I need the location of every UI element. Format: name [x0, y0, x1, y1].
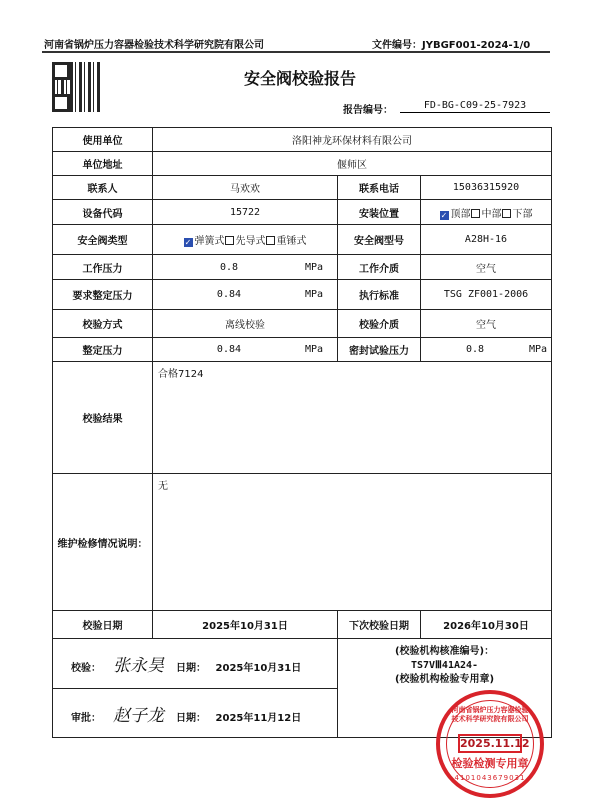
working-pressure-unit: MPa: [304, 261, 323, 273]
set-pressure-label: 整定压力: [53, 338, 153, 362]
stamp-purpose: 检验检测专用章: [451, 757, 529, 770]
official-stamp: [436, 690, 544, 798]
checkbox-pilot[interactable]: [225, 236, 234, 245]
organization-header: 河南省锅炉压力容器检验技术科学研究院有限公司: [44, 40, 264, 51]
working-medium-value: 空气: [421, 255, 552, 280]
device-code-label: 设备代码: [53, 200, 153, 225]
check-date-label: 校验日期: [53, 611, 153, 639]
contact-label: 联系人: [53, 176, 153, 200]
checker-label: 校验：: [71, 663, 101, 674]
phone-value: 15036315920: [421, 176, 552, 200]
phone-label: 联系电话: [338, 176, 421, 200]
approver-signature: 赵子龙: [113, 705, 164, 726]
approver-date: 2025年11月12日: [215, 712, 302, 724]
user-unit-label: 使用单位: [53, 128, 153, 152]
option-top: 顶部: [450, 208, 471, 220]
option-weight: 重锤式: [276, 236, 307, 247]
set-pressure-value: 0.84: [216, 344, 242, 355]
approver-label: 审批：: [71, 712, 101, 724]
required-set-pressure-label: 要求整定压力: [53, 280, 153, 310]
valve-type-options: [153, 225, 338, 255]
maintenance-value: 无: [153, 474, 552, 611]
stamp-organization: 河南省锅炉压力容器检验技术科学研究院有限公司: [451, 706, 529, 723]
seal-test-pressure-unit: MPa: [528, 344, 548, 355]
stamp-code: 4101043679031: [454, 774, 526, 782]
valve-type-label: 安全阀类型: [53, 225, 153, 255]
maintenance-label: 维护检修情况说明：: [53, 474, 153, 611]
working-medium-label: 工作介质: [338, 255, 421, 280]
checker-signature: 张永昊: [113, 656, 164, 676]
header-divider: [42, 51, 550, 53]
install-position-label: 安装位置: [338, 200, 421, 225]
standard-label: 执行标准: [338, 280, 421, 310]
user-unit-value: 洛阳神龙环保材料有限公司: [153, 128, 552, 152]
report-number-label: 报告编号：: [343, 105, 393, 116]
seal-test-pressure-value: 0.8: [465, 344, 484, 355]
checkbox-top-checked[interactable]: ✓: [440, 210, 448, 220]
result-label: 校验结果: [53, 362, 153, 474]
address-label: 单位地址: [53, 152, 153, 176]
valve-model-label: 安全阀型号: [338, 225, 421, 255]
device-code-value: 15722: [153, 200, 338, 225]
next-check-date-label: 下次校验日期: [338, 611, 421, 639]
address-value: 偃师区: [153, 152, 552, 176]
contact-value: 马欢欢: [153, 176, 338, 200]
checkbox-spring-checked[interactable]: ✓: [184, 238, 192, 247]
approver-date-label: 日期：: [176, 712, 206, 724]
method-label: 校验方式: [53, 310, 153, 338]
checkbox-weight[interactable]: [266, 236, 275, 245]
page-title: 安全阀校验报告: [243, 69, 356, 88]
required-set-pressure-value: 0.84: [216, 289, 242, 300]
valve-model-value: A28H-16: [421, 225, 552, 255]
checkbox-middle[interactable]: [471, 209, 480, 218]
next-check-date-value: 2026年10月30日: [421, 611, 552, 639]
method-value: 离线校验: [153, 310, 338, 338]
result-value: 合格7124: [153, 362, 552, 474]
seal-test-pressure-label: 密封试验压力: [338, 338, 421, 362]
option-pilot: 先导式: [235, 236, 266, 247]
working-pressure-value: 0.8: [219, 261, 238, 273]
report-table: [52, 127, 552, 738]
approval-number-label: (校验机构核准编号)：: [394, 646, 495, 657]
option-spring: 弹簧式: [194, 236, 225, 247]
set-pressure-unit: MPa: [304, 344, 323, 355]
required-set-pressure-unit: MPa: [304, 289, 323, 300]
standard-value: TSG ZF001-2006: [421, 280, 552, 310]
install-position-options: [421, 200, 552, 225]
checker-date: 2025年10月31日: [215, 663, 302, 674]
working-pressure-label: 工作压力: [53, 255, 153, 280]
seal-label: (校验机构检验专用章): [394, 674, 495, 685]
stamp-date: 2025.11.12: [458, 734, 522, 753]
report-number: FD-BG-C09-25-7923: [400, 100, 550, 113]
option-bottom: 下部: [512, 208, 533, 220]
check-date-value: 2025年10月31日: [153, 611, 338, 639]
test-medium-label: 校验介质: [338, 310, 421, 338]
checker-date-label: 日期：: [176, 663, 206, 674]
test-medium-value: 空气: [421, 310, 552, 338]
file-number: 文件编号：JYBGF001-2024-1/0: [372, 40, 531, 51]
approval-number: TS7VⅢ41A24-: [410, 660, 479, 671]
checkbox-bottom[interactable]: [502, 209, 511, 218]
option-middle: 中部: [481, 208, 502, 220]
